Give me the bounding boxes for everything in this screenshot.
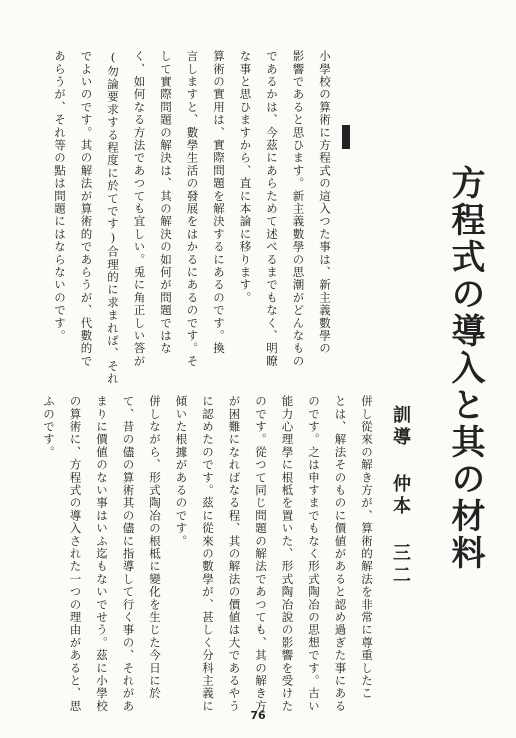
section-marker — [342, 125, 350, 149]
text-line: な事と思ひますから、直に本論に移ります。 — [238, 50, 253, 304]
text-line: でよいのです。其の解法が算術的であらうが、代數的で — [79, 50, 94, 368]
text-line: 算術の實用は、實際問題を解決するにあるのです。換 — [212, 50, 226, 355]
text-line: まりに價値のない事はいふ迄もないでせう。茲に小學校 — [95, 395, 109, 713]
text-line: のです。之は申すまでもなく形式陶冶の思想です。古い — [307, 395, 321, 713]
text-line: であるかは、今茲にあらためて述べるまでもなく、明瞭 — [265, 50, 279, 368]
text-line: く、如何なる方法であつても宜しい。兎に角正しい答が — [132, 50, 147, 368]
text-line: 併し從來の解き方が、算術的解法を非常に尊重したこ — [360, 395, 374, 700]
text-line: のです。從つて同じ問題の解法であつても、其の解き方 — [254, 395, 268, 713]
page-number: 76 — [250, 709, 266, 722]
lower-text-block — [42, 395, 380, 713]
text-line: に認めたのです。茲に從來の數學が、甚しく分科主義に — [201, 395, 215, 713]
text-line: 小學校の算術に方程式の這入つた事は、新主義數學の — [318, 50, 332, 355]
text-line: して實際問題の解決は、其の解決の如何が問題ではな — [159, 50, 173, 355]
text-line: (勿論要求する程度に於てです)合理的に求まれば、それ — [106, 50, 120, 386]
text-line: 能力心理學に根柢を置いた、形式陶冶說の影響を受けた — [280, 395, 295, 713]
article-title: 方程式の導入と其の材料 — [445, 165, 485, 572]
text-line: 影響であると思ひます。新主義數學の思潮がどんなもの — [291, 50, 306, 368]
text-line: あらうが、それ等の點は問題にはならないのです。 — [53, 50, 67, 343]
upper-text-block — [40, 50, 338, 386]
text-line: 傾いた根據があるのです。 — [174, 395, 189, 548]
text-line: の算術に、方程式の導入された一つの理由があると、思 — [68, 395, 83, 713]
text-line: て、昔の儘の算術其の儘に指導して行く事の、それがあ — [121, 395, 136, 713]
author-byline: 訓導 仲本 三二 — [390, 405, 411, 587]
text-line: 言しますと、數學生活の發展をはかるにあるのです。そ — [185, 50, 200, 368]
text-line: 併しながら、形式陶冶の根柢に變化を生じた今日に於 — [148, 395, 162, 700]
text-line: が困難になればなる程、其の解法の價値は大であるやう — [227, 395, 242, 713]
text-line: とは、解法そのものに價値があると認め過ぎた事にある — [333, 395, 348, 713]
text-line: ふのです。 — [42, 395, 56, 459]
